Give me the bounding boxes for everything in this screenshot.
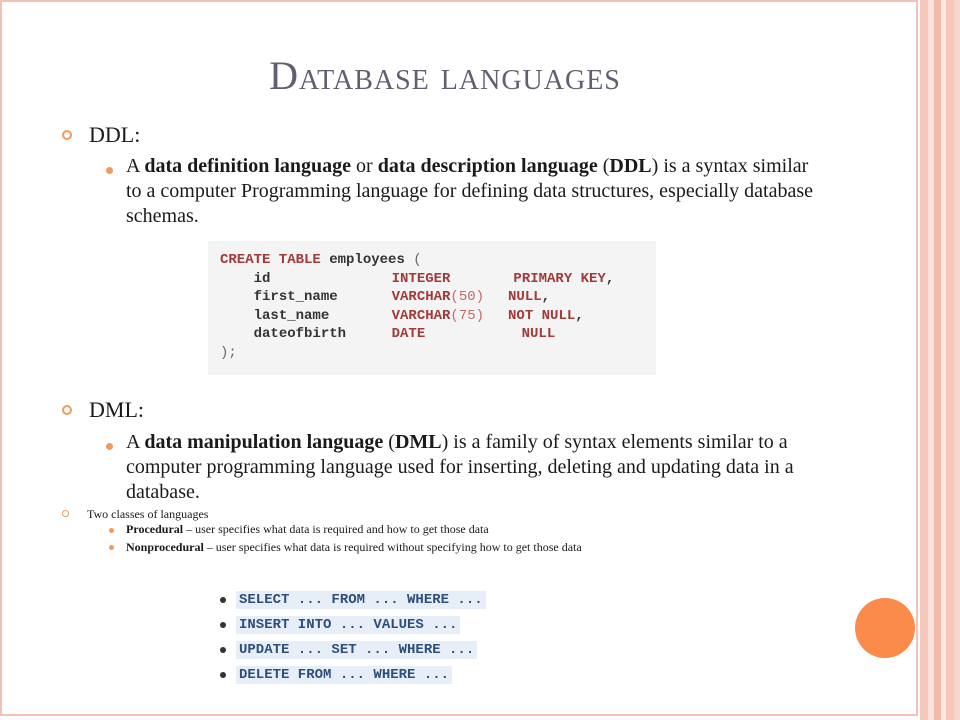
term-ddl-abbr: DDL xyxy=(609,155,652,177)
code-type: VARCHAR xyxy=(391,289,451,305)
code-line xyxy=(215,640,477,660)
class-nonprocedural xyxy=(126,542,816,553)
ddl-heading: DDL: xyxy=(89,122,141,147)
dml-code-example xyxy=(215,590,575,690)
text: A xyxy=(126,431,145,453)
decorative-stripes xyxy=(920,0,960,720)
code-paren: ); xyxy=(220,344,237,361)
text: – user specifies what data is required without specifying how to get those data xyxy=(203,540,582,554)
code-keyword: CREATE TABLE xyxy=(220,252,321,268)
code-column: id xyxy=(253,270,271,287)
term-procedural: Procedural xyxy=(126,522,184,536)
code-paren: ( xyxy=(413,252,422,268)
term-ddl-alt: data description language xyxy=(377,155,598,177)
text: ( xyxy=(597,155,610,177)
code-text: DELETE FROM ... WHERE ... xyxy=(236,666,452,684)
ring-bullet-icon xyxy=(62,510,69,517)
dot-bullet-icon xyxy=(106,167,113,174)
dml-heading: DML: xyxy=(89,397,144,422)
code-size: (75) xyxy=(450,307,485,324)
text: ( xyxy=(383,431,395,453)
code-column: first_name xyxy=(253,289,338,305)
bullet-icon xyxy=(220,622,226,628)
code-line xyxy=(215,665,452,685)
ddl-code-example xyxy=(208,241,656,375)
code-constraint: NOT NULL xyxy=(508,307,576,324)
code-type: VARCHAR xyxy=(391,307,451,324)
code-column: last_name xyxy=(253,307,330,324)
code-text: UPDATE ... SET ... WHERE ... xyxy=(236,641,477,659)
text: ) is a family of syntax elements similar to a computer programming language used for inserting, deleting and updating data in a database. xyxy=(126,431,794,503)
text: or xyxy=(351,155,378,177)
orange-circle-decoration xyxy=(855,598,915,658)
code-table-name: employees xyxy=(320,252,414,268)
term-ddl-long: data definition language xyxy=(144,155,352,177)
code-size: (50) xyxy=(450,289,485,305)
code-column: dateofbirth xyxy=(253,326,347,342)
code-type: INTEGER xyxy=(391,270,451,287)
text: – user specifies what data is required and how to get those data xyxy=(183,522,489,536)
bullet-icon xyxy=(220,597,226,603)
dot-bullet-icon xyxy=(106,443,113,450)
ring-bullet-icon xyxy=(62,405,72,415)
code-constraint: NULL xyxy=(521,326,556,342)
code-constraint: NULL xyxy=(508,289,542,305)
code-constraint: PRIMARY KEY xyxy=(513,270,606,287)
term-dml-abbr: DML xyxy=(394,431,442,453)
code-text: SELECT ... FROM ... WHERE ... xyxy=(236,591,486,609)
code-comma: , xyxy=(605,270,615,287)
class-procedural xyxy=(126,524,816,535)
code-type: DATE xyxy=(391,326,426,342)
dot-bullet-icon xyxy=(109,528,114,533)
slide-title: Database languages xyxy=(269,53,621,98)
ddl-definition xyxy=(126,154,826,229)
text: A xyxy=(126,155,145,177)
ring-bullet-icon xyxy=(62,130,72,140)
dot-bullet-icon xyxy=(109,545,114,550)
text: ) is a syntax similar to a computer Programming language for defining data structures, especially database schemas. xyxy=(126,155,813,227)
classes-heading: Two classes of languages xyxy=(87,507,209,521)
code-comma: , xyxy=(541,289,551,305)
code-text: INSERT INTO ... VALUES ... xyxy=(236,616,460,634)
term-nonprocedural: Nonprocedural xyxy=(126,540,204,554)
code-comma: , xyxy=(575,307,584,324)
dml-definition xyxy=(126,430,826,505)
bullet-icon xyxy=(220,647,226,653)
bullet-icon xyxy=(220,672,226,678)
term-dml-long: data manipulation language xyxy=(144,431,384,453)
code-line xyxy=(215,615,460,635)
code-line xyxy=(215,590,486,610)
